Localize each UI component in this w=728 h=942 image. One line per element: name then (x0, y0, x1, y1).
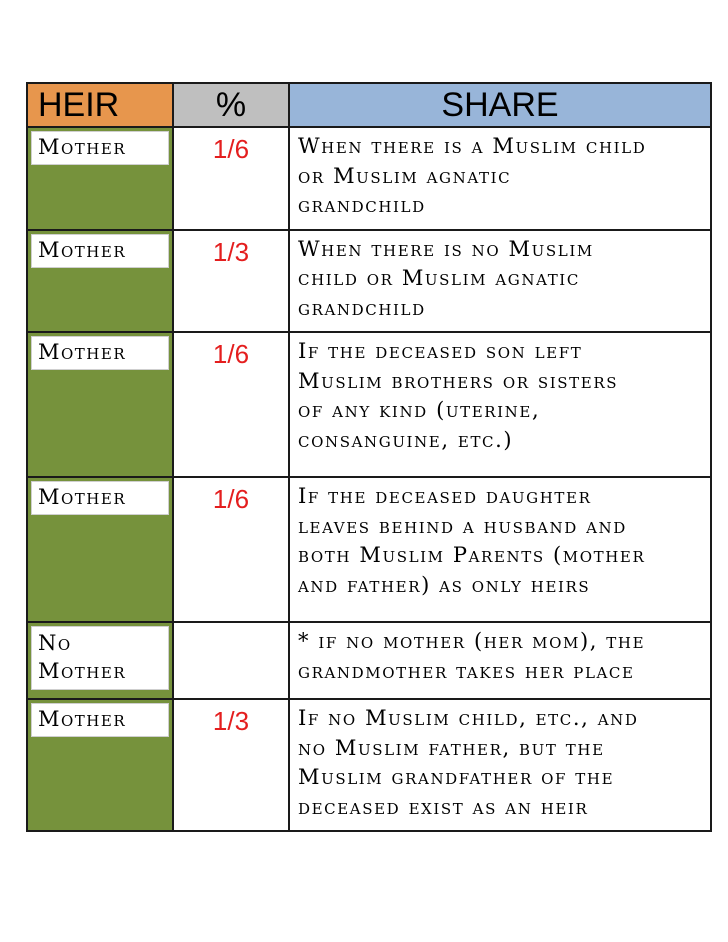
percent-value: 1/6 (212, 339, 250, 369)
share-cell (289, 622, 711, 699)
share-cell (289, 332, 711, 477)
heir-label: No Mother (31, 626, 169, 690)
heir-label: Mother (31, 703, 169, 737)
percent-value: 1/6 (212, 484, 250, 514)
heir-cell (27, 477, 173, 622)
heir-cell (27, 699, 173, 831)
heir-cell (27, 230, 173, 333)
heir-cell (27, 127, 173, 230)
percent-cell (173, 230, 289, 333)
heir-cell (27, 622, 173, 699)
share-text: If no Muslim child, etc., and no Muslim father, but the Muslim grandfather of the deceased exist as an heir (298, 706, 639, 819)
percent-value (174, 623, 288, 629)
percent-cell (173, 332, 289, 477)
table-header-row (27, 83, 711, 127)
table-row (27, 230, 711, 333)
share-text: When there is a Muslim child or Muslim agnatic grandchild (298, 134, 647, 217)
table-row (27, 699, 711, 831)
share-cell (289, 127, 711, 230)
percent-cell (173, 477, 289, 622)
share-text: If the deceased daughter leaves behind a husband and both Muslim Parents (mother and father) as only heirs (298, 484, 646, 597)
share-cell (289, 699, 711, 831)
table-row (27, 477, 711, 622)
share-cell (289, 230, 711, 333)
heir-cell (27, 332, 173, 477)
share-text: When there is no Muslim child or Muslim agnatic grandchild (298, 236, 594, 320)
percent-cell (173, 699, 289, 831)
percent-value: 1/6 (212, 134, 250, 164)
heir-label: Mother (31, 481, 169, 515)
heir-label: Mother (31, 234, 169, 268)
share-text: If the deceased son left Muslim brothers or sisters of any kind (uterine, consanguine, etc.) (298, 339, 619, 452)
table-row (27, 622, 711, 699)
percent-value: 1/3 (212, 236, 250, 267)
percent-cell (173, 127, 289, 230)
percent-value: 1/3 (212, 706, 250, 736)
share-header: SHARE (289, 83, 711, 127)
table-row (27, 332, 711, 477)
table-row (27, 127, 711, 230)
heir-header: HEIR (27, 83, 173, 127)
heir-label: Mother (31, 131, 169, 165)
heir-label: Mother (31, 336, 169, 370)
share-text: * if no mother (her mom), the grandmother takes her place (298, 629, 646, 683)
percent-header: % (173, 83, 289, 127)
share-cell (289, 477, 711, 622)
inheritance-table (26, 82, 712, 832)
percent-cell (173, 622, 289, 699)
